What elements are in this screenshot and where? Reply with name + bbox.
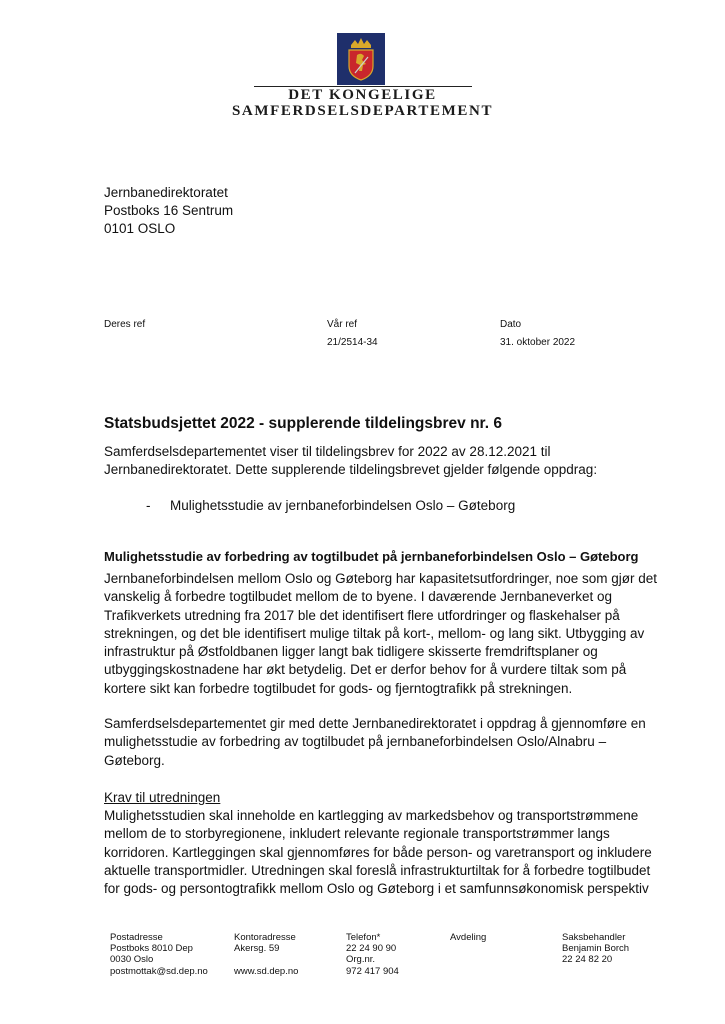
paragraph-line: aktuelle transportmidler. Utredningen skal foreslå infrastrukturtiltak for å forbedre togtilbudet: [104, 862, 651, 878]
paragraph-line: Trafikverkets utredning fra 2017 ble det identifisert flere utfordringer og flaskehalser på: [104, 607, 620, 623]
footer-line: Avdeling: [450, 932, 487, 943]
section-heading: Mulighetsstudie av forbedring av togtilbudet på jernbaneforbindelsen Oslo – Gøteborg: [104, 549, 639, 564]
footer-telefon: [346, 932, 399, 977]
recipient-street: Postboks 16 Sentrum: [104, 203, 234, 218]
subheading-krav: Krav til utredningen: [104, 790, 221, 805]
footer-line: Telefon*: [346, 932, 381, 943]
recipient-city: 0101 OSLO: [104, 221, 176, 236]
paragraph-3: [104, 807, 719, 898]
paragraph-line: for gods- og persontogtrafikk mellom Oslo og Gøteborg i et samfunnsøkonomisk perspektiv: [104, 881, 649, 897]
footer-line: Postboks 8010 Dep: [110, 943, 193, 955]
intro-paragraph: [104, 443, 704, 480]
footer-line: [234, 954, 298, 965]
footer-avdeling: [450, 932, 486, 943]
paragraph-2: [104, 715, 714, 770]
paragraph-line: mulighetsstudie av forbedring av togtilbudet på jernbaneforbindelsen Oslo/Alnabru –: [104, 734, 607, 750]
var-ref-label: Vår ref: [327, 319, 358, 330]
paragraph-line: mellom de to storbyregionene, inkludert relevante regionale transportstrømmer langs: [104, 826, 610, 842]
date-value: 31. oktober 2022: [500, 337, 576, 348]
paragraph-line: kortere sikt kan forbedre togtilbudet for gods- og fjerntogtrafikk på strekningen.: [104, 680, 573, 696]
department-name-line2: SAMFERDSELSDEPARTEMENT: [231, 103, 494, 119]
footer-line: 0030 Oslo: [110, 954, 154, 966]
footer-line: 22 24 90 90: [346, 943, 397, 955]
footer-line: Saksbehandler: [562, 932, 626, 943]
footer-line: Kontoradresse: [234, 932, 296, 943]
paragraph-line: vanskelig å forbedre togtilbudet mellom de to byene. I daværende Jernbaneverket og: [104, 589, 613, 605]
intro-line: Jernbanedirektoratet. Dette supplerende tildelingsbrevet gjelder følgende oppdrag:: [104, 462, 598, 478]
footer-line: 972 417 904: [346, 965, 399, 977]
paragraph-line: korridoren. Kartleggingen skal gjennomføres for både person- og varetransport og inkludere: [104, 844, 652, 860]
recipient-name: Jernbanedirektoratet: [104, 185, 228, 200]
date-label: Dato: [500, 319, 522, 330]
footer-line: Org.nr.: [346, 954, 376, 966]
paragraph-1: [104, 570, 714, 698]
footer-postadresse: [110, 932, 208, 977]
intro-line: Samferdselsdepartementet viser til tildelingsbrev for 2022 av 28.12.2021 til: [104, 444, 551, 459]
footer-website-link[interactable]: www.sd.dep.no: [234, 965, 299, 977]
bullet-marker: -: [146, 498, 151, 513]
paragraph-line: Jernbaneforbindelsen mellom Oslo og Gøteborg har kapasitetsutfordringer, noe som gjør det: [104, 571, 658, 586]
paragraph-line: Mulighetsstudien skal inneholde en kartlegging av markedsbehov og transportstrømmene: [104, 808, 639, 823]
footer-line: Benjamin Borch: [562, 943, 630, 955]
footer-kontoradresse: [234, 932, 298, 977]
var-ref-value: 21/2514-34: [327, 337, 378, 348]
footer-line: Postadresse: [110, 932, 163, 943]
footer-email-link[interactable]: postmottak@sd.dep.no: [110, 965, 208, 977]
letter-title: Statsbudsjettet 2022 - supplerende tildelingsbrev nr. 6: [104, 415, 502, 432]
paragraph-line: Samferdselsdepartementet gir med dette Jernbanedirektoratet i oppdrag å gjennomføre en: [104, 716, 646, 731]
footer-line: 22 24 82 20: [562, 954, 613, 966]
department-name-line1: DET KONGELIGE: [288, 87, 437, 103]
footer-line: Akersg. 59: [234, 943, 280, 955]
paragraph-line: utbyggingskostnadene har økt betydelig. Det er derfor behov for å vurdere tiltak som på: [104, 662, 627, 678]
coat-of-arms-logo: [337, 33, 385, 85]
paragraph-line: strekningen, og det ble identifisert mulige tiltak på kort-, mellom- og lang sikt. Utbygging av: [104, 625, 645, 641]
deres-ref-label: Deres ref: [104, 319, 146, 330]
bullet-item: Mulighetsstudie av jernbaneforbindelsen Oslo – Gøteborg: [170, 498, 516, 513]
paragraph-line: infrastruktur på Østfoldbanen ligger langt bak tidligere skisserte fremdriftsplaner og: [104, 644, 598, 660]
recipient-address: [104, 184, 233, 238]
paragraph-line: Gøteborg.: [104, 752, 165, 768]
footer-saksbehandler: [562, 932, 629, 966]
